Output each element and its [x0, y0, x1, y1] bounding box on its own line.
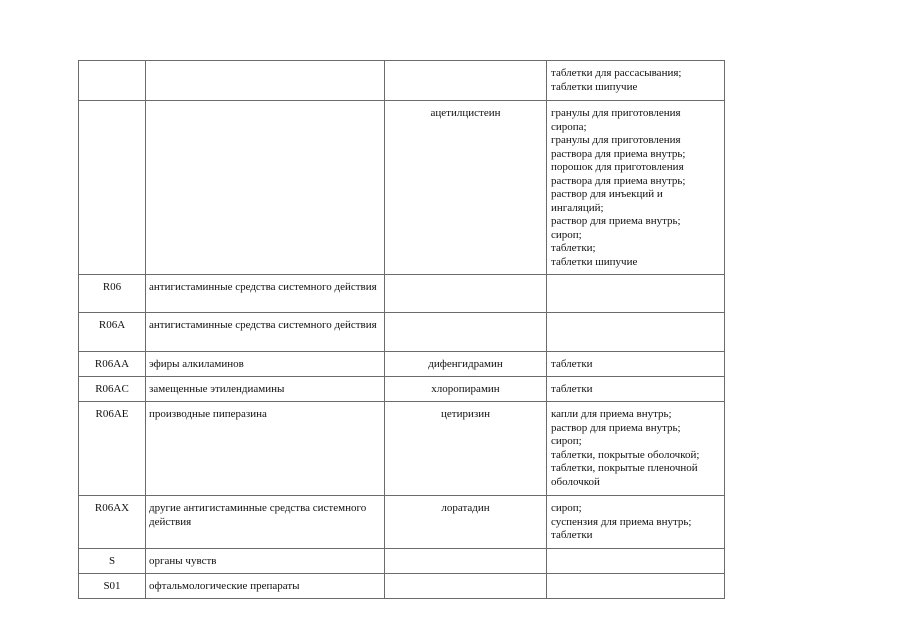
atc-group-cell: замещенные этилендиамины [146, 377, 385, 402]
drug-name-cell: цетиризин [385, 402, 547, 496]
dosage-form-cell [547, 574, 725, 599]
table-row [79, 377, 725, 402]
atc-group-cell: эфиры алкиламинов [146, 352, 385, 377]
atc-code-cell [79, 101, 146, 275]
table-row [79, 549, 725, 574]
drug-name-cell [385, 275, 547, 313]
atc-group-cell: офтальмологические препараты [146, 574, 385, 599]
atc-group-cell: антигистаминные средства системного действия [146, 313, 385, 352]
medication-classification-table [78, 60, 725, 599]
table-row [79, 496, 725, 549]
table-row [79, 61, 725, 101]
atc-group-cell [146, 101, 385, 275]
atc-code-cell: S01 [79, 574, 146, 599]
table-row [79, 275, 725, 313]
table-row [79, 574, 725, 599]
atc-code-cell: R06AC [79, 377, 146, 402]
drug-name-cell [385, 61, 547, 101]
table-row [79, 101, 725, 275]
dosage-form-cell: гранулы для приготовления сиропа; гранулы для приготовления раствора для приема внутрь; порошок для приготовления раствора для приема внутрь; раствор для инъекций и ингаляций; раствор для приема внутрь; сироп; таблетки; таблетки шипучие [547, 101, 725, 275]
dosage-form-cell: таблетки [547, 377, 725, 402]
dosage-form-cell [547, 275, 725, 313]
drug-name-cell [385, 549, 547, 574]
table-row [79, 402, 725, 496]
dosage-form-cell [547, 313, 725, 352]
atc-code-cell: R06AA [79, 352, 146, 377]
drug-name-cell [385, 574, 547, 599]
atc-code-cell: R06AX [79, 496, 146, 549]
dosage-form-cell: капли для приема внутрь; раствор для приема внутрь; сироп; таблетки, покрытые оболочкой; таблетки, покрытые пленочной оболочкой [547, 402, 725, 496]
drug-name-cell: ацетилцистеин [385, 101, 547, 275]
dosage-form-cell: сироп; суспензия для приема внутрь; таблетки [547, 496, 725, 549]
drug-name-cell: лоратадин [385, 496, 547, 549]
table-row [79, 313, 725, 352]
drug-name-cell: дифенгидрамин [385, 352, 547, 377]
atc-code-cell: R06A [79, 313, 146, 352]
drug-name-cell: хлоропирамин [385, 377, 547, 402]
atc-group-cell: антигистаминные средства системного действия [146, 275, 385, 313]
table-row [79, 352, 725, 377]
atc-group-cell: производные пиперазина [146, 402, 385, 496]
atc-code-cell: S [79, 549, 146, 574]
atc-group-cell: другие антигистаминные средства системного действия [146, 496, 385, 549]
drug-name-cell [385, 313, 547, 352]
dosage-form-cell: таблетки для рассасывания; таблетки шипучие [547, 61, 725, 101]
atc-code-cell: R06AE [79, 402, 146, 496]
atc-code-cell [79, 61, 146, 101]
dosage-form-cell [547, 549, 725, 574]
atc-group-cell: органы чувств [146, 549, 385, 574]
dosage-form-cell: таблетки [547, 352, 725, 377]
atc-code-cell: R06 [79, 275, 146, 313]
atc-group-cell [146, 61, 385, 101]
